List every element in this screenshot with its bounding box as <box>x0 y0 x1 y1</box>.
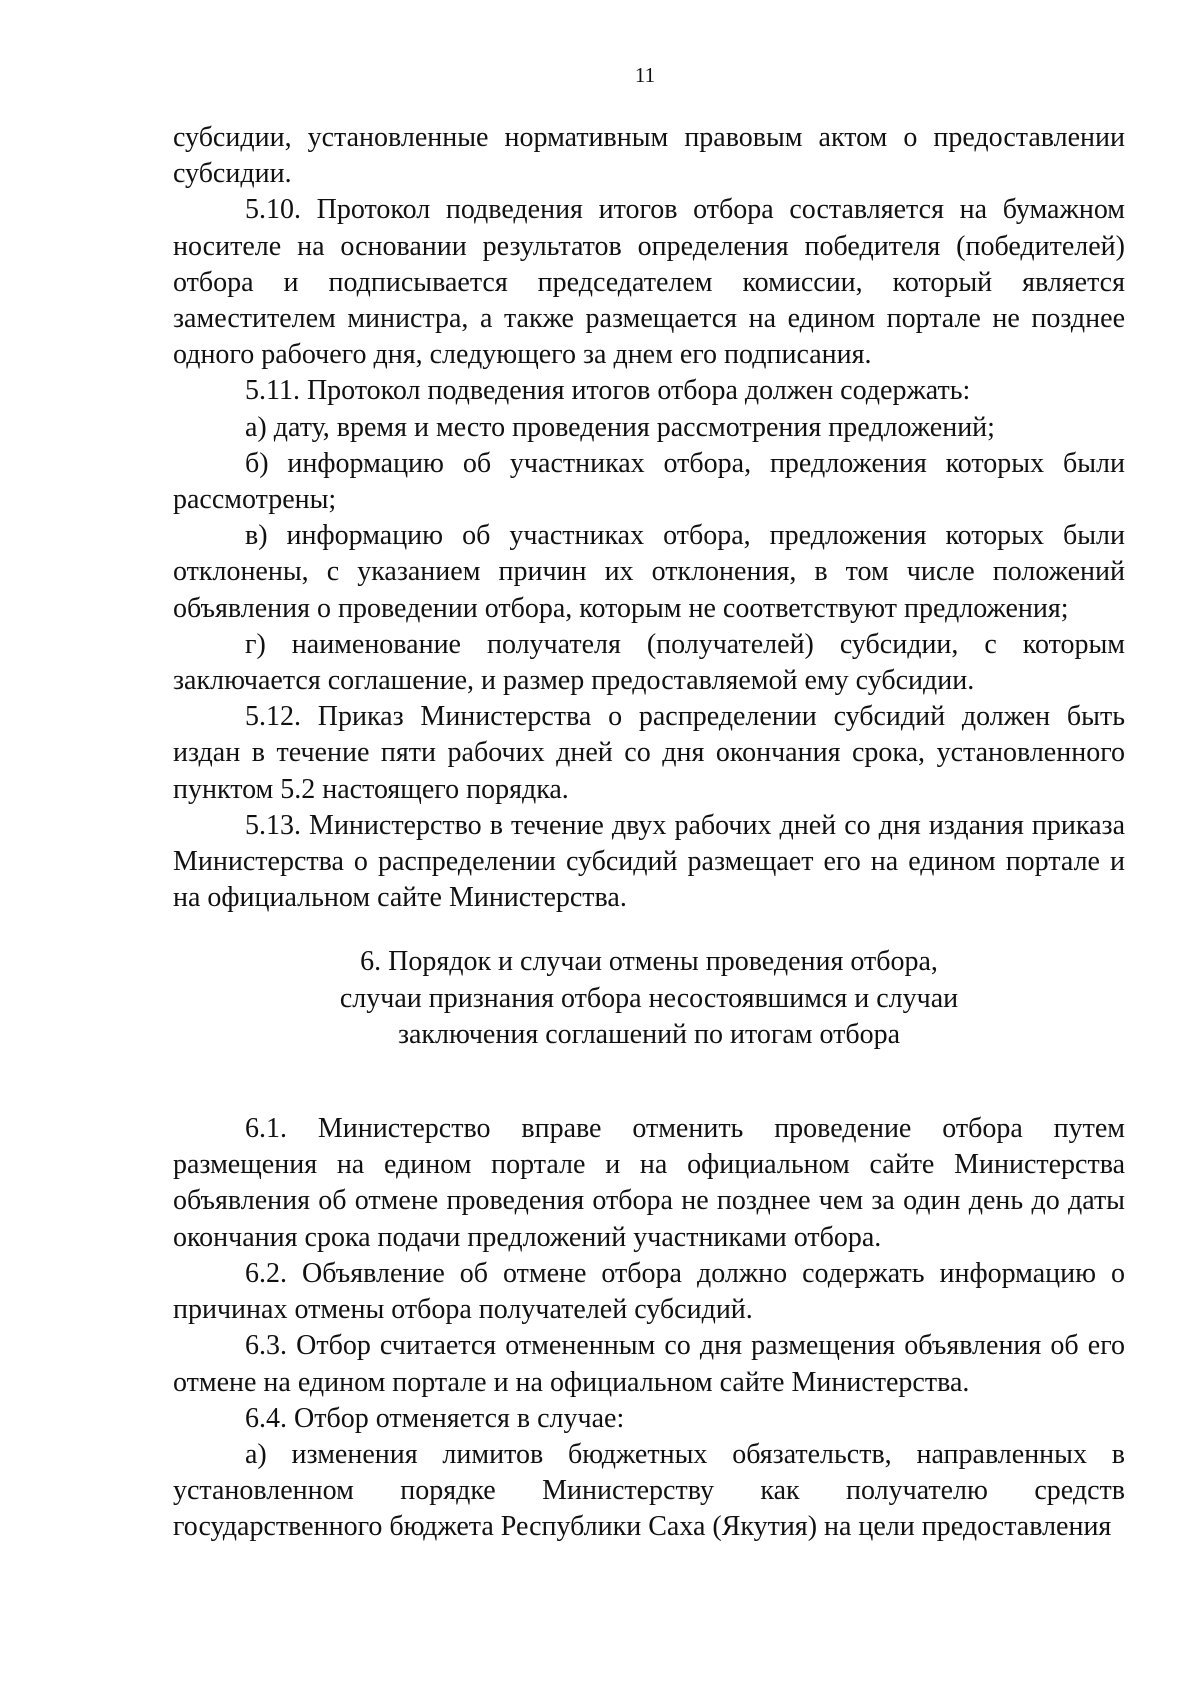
paragraph-5-11-b: б) информацию об участниках отбора, предложения которых были рассмотрены; <box>173 447 1125 516</box>
paragraph-6-4: 6.4. Отбор отменяется в случае: <box>245 1402 625 1434</box>
paragraph-5-13: 5.13. Министерство в течение двух рабочих дней со дня издания приказа Министерства о распределении субсидий размещает его на едином портале и на официальном сайте Министерства. <box>173 809 1125 914</box>
page-number: 11 <box>634 63 656 87</box>
paragraph-continuation: субсидии, установленные нормативным правовым актом о предоставлении субсидии. <box>173 122 1125 190</box>
paragraph-6-3: 6.3. Отбор считается отмененным со дня размещения объявления об его отмене на едином портале и на официальном сайте Министерства. <box>173 1330 1125 1398</box>
section-6-heading <box>173 944 1125 1053</box>
section-heading-line: 6. Порядок и случаи отмены проведения отбора, <box>360 946 938 978</box>
paragraph-5-11: 5.11. Протокол подведения итогов отбора должен содержать: <box>245 375 971 407</box>
paragraph-5-12: 5.12. Приказ Министерства о распределении субсидий должен быть издан в течение пяти рабочих дней со дня окончания срока, установленного пунктом 5.2 настоящего порядка. <box>173 701 1125 805</box>
document-body <box>173 120 1125 1546</box>
paragraph-6-1: 6.1. Министерство вправе отменить проведение отбора путем размещения на едином портале и на официальном сайте Министерства объявления об отмене проведения отбора не позднее чем за один день до даты окончания срока подачи предложений участниками отбора. <box>173 1113 1125 1253</box>
paragraph-5-11-a: а) дату, время и место проведения рассмотрения предложений; <box>245 411 995 443</box>
section-heading-line: случаи признания отбора несостоявшимся и случаи <box>339 982 959 1014</box>
paragraph-5-10: 5.10. Протокол подведения итогов отбора составляется на бумажном носителе на основании результатов определения победителя (победителей) отбора и подписывается председателем комиссии, который является заместителем министра, а также размещается на едином портале не позднее одного рабочего дня, следующего за днем его подписания. <box>173 194 1125 371</box>
section-heading-line: заключения соглашений по итогам отбора <box>397 1018 901 1050</box>
paragraph-5-11-g: г) наименование получателя (получателей) субсидии, с которым заключается соглашение, и размер предоставляемой ему субсидии. <box>173 628 1125 697</box>
paragraph-6-2: 6.2. Объявление об отмене отбора должно содержать информацию о причинах отмены отбора получателей субсидий. <box>173 1257 1125 1326</box>
paragraph-6-4-a: а) изменения лимитов бюджетных обязательств, направленных в установленном порядке Министерству как получателю средств государственного бюджета Республики Саха (Якутия) на цели предоставления <box>173 1438 1125 1543</box>
paragraph-5-11-v: в) информацию об участниках отбора, предложения которых были отклонены, с указанием причин их отклонения, в том числе положений объявления о проведении отбора, которым не соответствуют предложения; <box>173 520 1125 624</box>
